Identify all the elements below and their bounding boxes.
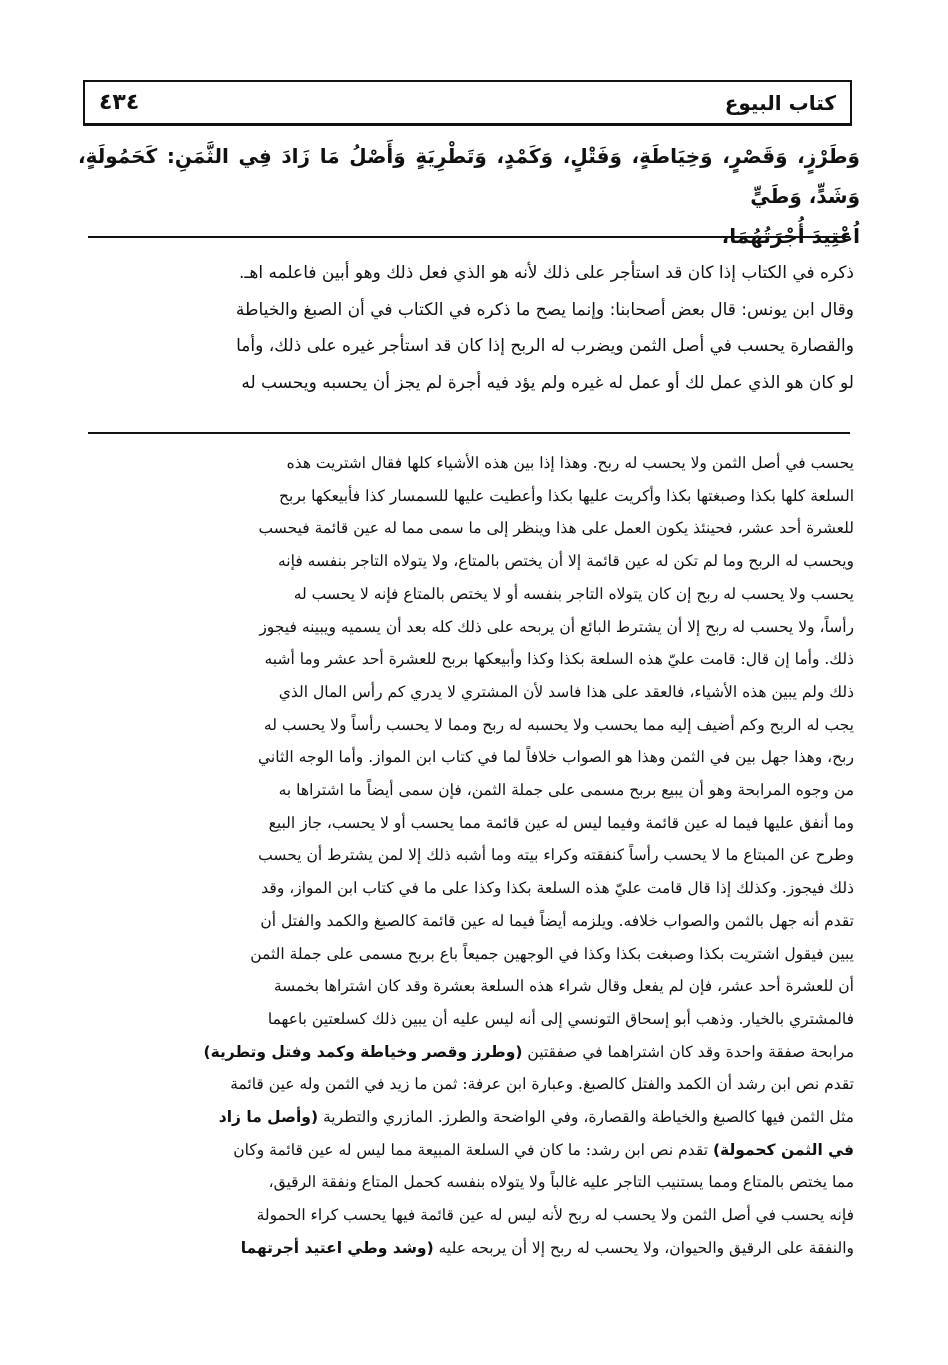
- commentary-line: فالمشتري بالخيار. وذهب أبو إسحاق التونسي إلى أنه ليس عليه أن يبين ذلك كسلعتين باعهما: [267, 1009, 854, 1028]
- commentary-text: مرابحة صفقة واحدة وقد كان اشتراهما في صفقتين: [527, 1042, 854, 1061]
- commentary-line: وطرح عن المبتاع ما لا يحسب رأساً كنفقته وكراء بيته وما أشبه ذلك إلا لمن يشترط أن يحسب: [258, 846, 854, 865]
- divider-rule: [88, 432, 850, 434]
- commentary-text: مثل الثمن فيها كالصبغ والخياطة والقصارة، وفي الواضحة والطرز. المازري والتطرية: [322, 1108, 854, 1127]
- commentary-line: تقدم نص ابن رشد أن الكمد والفتل كالصبغ. وعبارة ابن عرفة: ثمن ما زيد في الثمن وله عين قائمة: [230, 1075, 854, 1094]
- commentary-text: والنفقة على الرقيق والحيوان، ولا يحسب له ربح إلا أن يربحه عليه: [438, 1238, 854, 1257]
- commentary-text: تقدم نص ابن رشد: ما كان في السلعة المبيعة مما ليس له عين قائمة وكان: [233, 1140, 709, 1159]
- quoted-matn: في الثمن كحمولة): [712, 1140, 854, 1159]
- commentary-line: [86, 1036, 854, 1069]
- commentary-line: أن للعشرة أحد عشر، فإن لم يفعل وقال شراء هذه السلعة بعشرة وقد كان اشتراها بخمسة: [273, 977, 854, 996]
- page-header: [83, 80, 852, 126]
- running-title: كتاب البيوع: [724, 90, 836, 115]
- main-text: [78, 136, 860, 256]
- commentary-line: مما يختص بالمتاع ومما يستنيب التاجر عليه غالباً ولا يتولاه بنفسه كحمل المتاع ونفقة الرقيق،: [268, 1173, 854, 1192]
- commentary-line: لو كان هو الذي عمل لك أو عمل له غيره ولم يؤد فيه أجرة لم يجز أن يحسبه ويحسب له: [241, 372, 854, 393]
- commentary-line: يبين فيقول اشتريت بكذا وصبغت بكذا وكذا في الوجهين جميعاً باع بربح مسمى على جملة الثمن: [250, 944, 854, 963]
- page-number: ٤٣٤: [99, 90, 140, 115]
- commentary-line: من وجوه المرابحة وهو أن يبيع بربح مسمى على جملة الثمن، فإن سمى أيضاً ما اشتراها به: [278, 781, 854, 800]
- commentary-line: تقدم أنه جهل بالثمن والصواب خلافه. ويلزمه أيضاً فيما له عين قائمة كالصبغ والكمد والفتل أن: [260, 911, 854, 930]
- commentary-line: ذلك فيجوز. وكذلك إذا قال قامت عليّ هذه السلعة بكذا وكذا على ما في كتاب ابن المواز، وقد: [261, 879, 854, 898]
- commentary-line: فإنه يحسب في أصل الثمن ولا يحسب له ربح لأنه ليس له عين قائمة فيها يحسب كراء الحمولة: [256, 1206, 854, 1225]
- commentary-line: السلعة كلها بكذا وصبغتها بكذا وأكريت عليها بكذا وأعطيت عليها للسمسار كذا فأبيعكها بربح: [279, 486, 854, 505]
- commentary-line: وما أنفق عليها فيما له عين قائمة وفيما ليس له عين قائمة مما يحسب أو لا يحسب، جاز البيع: [268, 813, 854, 832]
- commentary-line: يحسب في أصل الثمن ولا يحسب له ربح. وهذا إذا بين هذه الأشياء كلها فقال اشتريت هذه: [286, 454, 854, 472]
- commentary-line: [86, 1232, 854, 1265]
- quoted-matn: (وأصل ما زاد: [218, 1108, 319, 1127]
- commentary-line: ربح، وهذا جهل بين في الثمن وهذا هو الصواب خلافاً لما في كتاب ابن المواز. وأما الوجه الثاني: [258, 748, 854, 767]
- commentary-lower: [86, 447, 854, 1265]
- commentary-line: ويحسب له الربح وما لم تكن له عين قائمة إلا أن يختص بالمتاع، ولا يتولاه التاجر بنفسه فإنه: [277, 552, 854, 571]
- commentary-line: [86, 1101, 854, 1134]
- commentary-upper: [82, 255, 854, 401]
- commentary-line: وقال ابن يونس: قال بعض أصحابنا: وإنما يصح ما ذكره في الكتاب في أن الصبغ والخياطة: [235, 299, 854, 320]
- quoted-matn: (وطرز وقصر وخياطة وكمد وفتل وتطرية): [203, 1042, 523, 1061]
- commentary-line: رأساً، ولا يحسب له ربح إلا أن يشترط البائع أن يربحه على ذلك كله بعد أن يسميه ويبينه فيجوز: [259, 617, 854, 636]
- commentary-line: يجب له الربح وكم أضيف إليه مما يحسب ولا يحسبه له ربح ومما لا يحسب رأساً ولا يحسب له: [263, 715, 854, 734]
- commentary-line: ذكره في الكتاب إذا كان قد استأجر على ذلك لأنه هو الذي فعل ذلك وهو أبين فاعلمه اهـ.: [239, 263, 854, 283]
- commentary-line: يحسب ولا يحسب له ربح إن كان يتولاه التاجر بنفسه أو لا يختص بالمتاع فإنه لا يحسب له: [293, 584, 854, 603]
- commentary-line: [86, 1134, 854, 1167]
- quoted-matn: (وشد وطي اعتيد أجرتهما: [240, 1238, 434, 1257]
- main-text-line: اُعْتِيدَ أُجْرَتُهُمَا،: [721, 224, 860, 248]
- commentary-line: ذلك ولم يبين هذه الأشياء، فالعقد على هذا فاسد لأن المشتري لا يدري كم رأس المال الذي: [278, 682, 854, 701]
- commentary-line: والقصارة يحسب في أصل الثمن ويضرب له الربح إذا كان قد استأجر غيره على ذلك، وأما: [236, 336, 854, 356]
- commentary-line: ذلك. وأما إن قال: قامت عليّ هذه السلعة بكذا وكذا وأبيعكها بربح للعشرة أحد عشر وما أشبه: [264, 650, 854, 669]
- main-text-line: وَطَرْزٍ، وَقَصْرٍ، وَخِيَاطَةٍ، وَفَتْلٍ، وَكَمْدٍ، وَتَطْرِيَةٍ وَأَصْلُ مَا زَادَ فِي الثَّمَنِ: كَحَمُولَةٍ، وَشَدٍّ، وَطَيٍّ: [78, 144, 860, 208]
- divider-rule: [88, 236, 850, 238]
- commentary-line: للعشرة أحد عشر، فحينئذ يكون العمل على هذا وينظر إلى ما سمى مما له عين قائمة فيحسب: [258, 519, 854, 538]
